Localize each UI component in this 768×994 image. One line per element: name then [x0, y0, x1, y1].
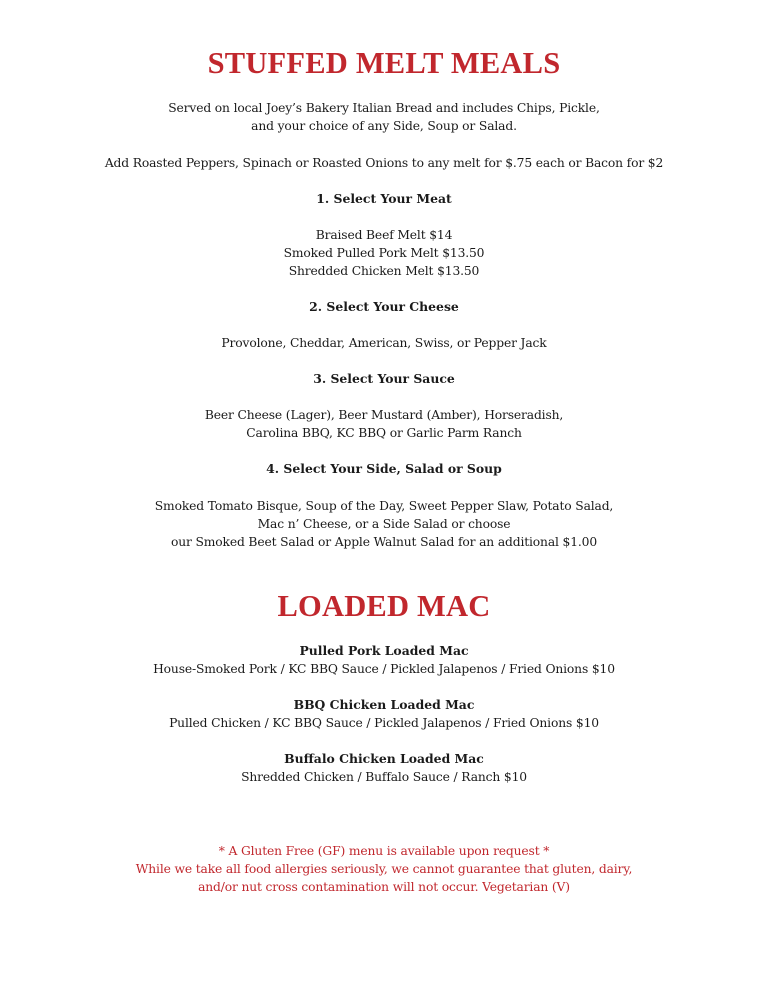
section-title-stuffed-melt: STUFFED MELT MEALS — [207, 46, 561, 80]
section-title-loaded-mac: LOADED MAC — [277, 589, 491, 623]
mac-item-name: Buffalo Chicken Loaded Mac — [284, 751, 484, 766]
meat-option: Smoked Pulled Pork Melt $13.50 — [283, 246, 485, 260]
mac-item-description: Shredded Chicken / Buffalo Sauce / Ranch $10 — [241, 770, 527, 784]
allergy-disclaimer-line-1: While we take all food allergies seriously, we cannot guarantee that gluten, dairy, — [135, 862, 633, 876]
step-heading-sauce: 3. Select Your Sauce — [313, 371, 455, 386]
mac-item-description: Pulled Chicken / KC BBQ Sauce / Pickled Jalapenos / Fried Onions $10 — [169, 716, 599, 730]
sauce-options-line-2: Carolina BBQ, KC BBQ or Garlic Parm Ranch — [246, 426, 522, 440]
mac-item-description: House-Smoked Pork / KC BBQ Sauce / Pickled Jalapenos / Fried Onions $10 — [153, 662, 615, 676]
mac-item-name: BBQ Chicken Loaded Mac — [293, 697, 475, 712]
intro-line-2: and your choice of any Side, Soup or Salad. — [251, 119, 517, 133]
side-options-line-3: our Smoked Beet Salad or Apple Walnut Salad for an additional $1.00 — [170, 535, 598, 549]
step-heading-side: 4. Select Your Side, Salad or Soup — [266, 461, 502, 476]
side-options-line-2: Mac n’ Cheese, or a Side Salad or choose — [257, 517, 511, 531]
step-heading-meat: 1. Select Your Meat — [316, 191, 452, 206]
cheese-options: Provolone, Cheddar, American, Swiss, or Pepper Jack — [221, 336, 547, 350]
mac-item-name: Pulled Pork Loaded Mac — [299, 643, 469, 658]
meat-option: Shredded Chicken Melt $13.50 — [288, 264, 480, 278]
addons-text: Add Roasted Peppers, Spinach or Roasted Onions to any melt for $.75 each or Bacon for $2 — [104, 156, 664, 170]
gluten-free-note: * A Gluten Free (GF) menu is available upon request * — [218, 844, 550, 858]
intro-line-1: Served on local Joey’s Bakery Italian Bread and includes Chips, Pickle, — [168, 101, 600, 115]
step-heading-cheese: 2. Select Your Cheese — [309, 299, 459, 314]
sauce-options-line-1: Beer Cheese (Lager), Beer Mustard (Amber), Horseradish, — [204, 408, 564, 422]
allergy-disclaimer-line-2: and/or nut cross contamination will not occur. Vegetarian (V) — [198, 880, 570, 894]
side-options-line-1: Smoked Tomato Bisque, Soup of the Day, Sweet Pepper Slaw, Potato Salad, — [154, 499, 614, 513]
meat-option: Braised Beef Melt $14 — [315, 228, 453, 242]
